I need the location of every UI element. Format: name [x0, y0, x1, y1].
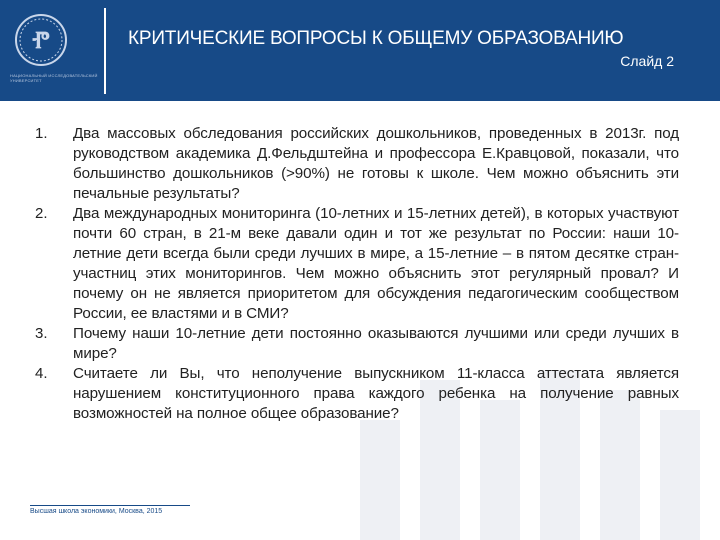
- university-logo: [10, 8, 102, 94]
- header-divider: [104, 8, 106, 94]
- svg-text:Ⱂ: Ⱂ: [32, 28, 50, 54]
- item-text: Считаете ли Вы, что неполучение выпускником 11-класса аттестата является нарушением конституционного права каждого ребенка на получение равных возможностей на полное общее образование?: [73, 365, 679, 422]
- footer-text: Высшая школа экономики, Москва, 2015: [30, 508, 163, 515]
- slide-title: КРИТИЧЕСКИЕ ВОПРОСЫ К ОБЩЕМУ ОБРАЗОВАНИЮ: [128, 28, 624, 49]
- item-number: 3.: [35, 325, 48, 342]
- item-number: 1.: [35, 125, 48, 142]
- item-text: Два массовых обследования российских дошкольников, проведенных в 2013г. под руководством академика Д.Фельдштейна и профессора Е.Кравцовой, показали, что большинство дошкольников (>90%) не готовы к школе. Чем можно объяснить эти печальные результаты?: [73, 125, 679, 202]
- list-item: [0, 324, 720, 364]
- slide-header: [0, 0, 720, 101]
- item-text: Два международных мониторинга (10-летних и 15-летних детей), в которых участвуют почти 60 стран, в 21-м веке давали один и тот же результат по России: наши 10-летние дети всегда были среди лучших в мире, а 15-летние – в пятом десятке стран-участниц этих мониторингов. Чем можно объяснить этот регулярный провал? И почему он не является приоритетом для обсуждения педагогическим сообществом России, ее властями и в СМИ?: [73, 205, 679, 322]
- footer-divider: [30, 505, 190, 506]
- question-list: [0, 124, 720, 424]
- item-text: Почему наши 10-летние дети постоянно оказываются лучшими или среди лучших в мире?: [73, 325, 679, 362]
- item-number: 4.: [35, 365, 48, 382]
- list-item: [0, 364, 720, 424]
- logo-caption: НАЦИОНАЛЬНЫЙ ИССЛЕДОВАТЕЛЬСКИЙ УНИВЕРСИТЕТ: [10, 73, 98, 83]
- slide-number: Слайд 2: [620, 53, 674, 69]
- list-item: [0, 124, 720, 204]
- item-number: 2.: [35, 205, 48, 222]
- list-item: [0, 204, 720, 324]
- hse-emblem-icon: [12, 12, 70, 68]
